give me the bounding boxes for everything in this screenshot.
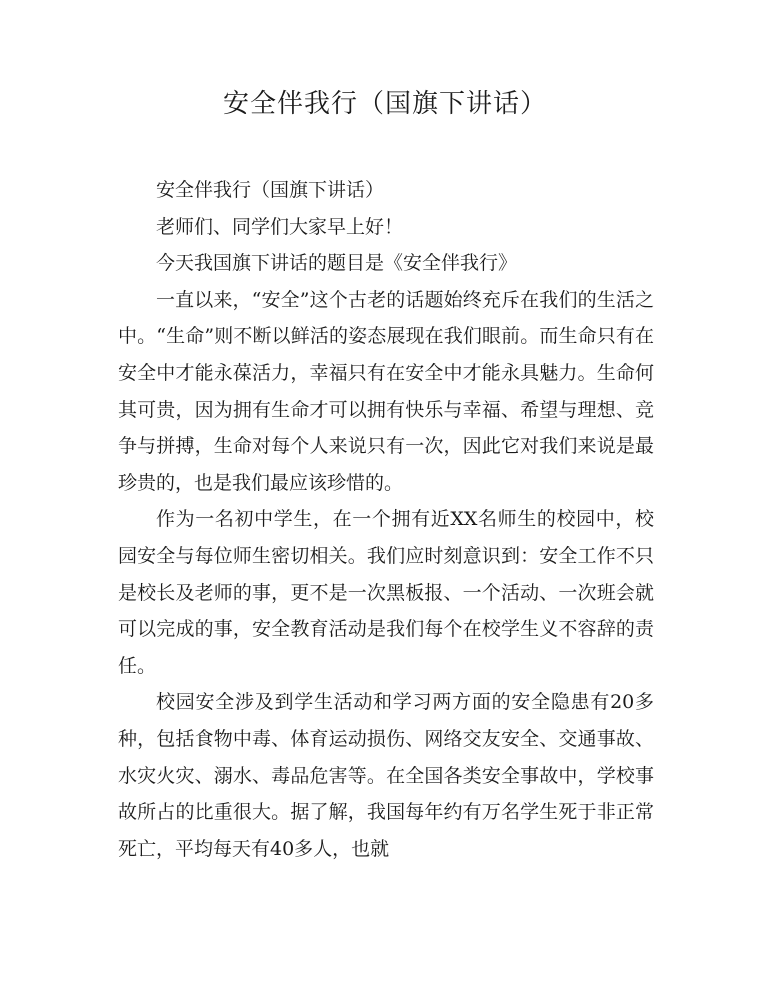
paragraph-campus-hazards: 校园安全涉及到学生活动和学习两方面的安全隐患有20多种，包括食物中毒、体育运动损伤、网络交友安全、交通事故、水灾火灾、溺水、毒品危害等。在全国各类安全事故中，学校事故所占的比重很大。据了解，我国每年约有万名学生死于非正常死亡，平均每天有40多人，也就: [118, 691, 654, 860]
paragraph-student-responsibility: 作为一名初中学生，在一个拥有近XX名师生的校园中，校园安全与每位师生密切相关。我们应时刻意识到：安全工作不只是校长及老师的事，更不是一次黑板报、一个活动、一次班会就可以完成的事，安全教育活动是我们每个在校学生义不容辞的责任。: [118, 508, 654, 677]
paragraph-topic: 今天我国旗下讲话的题目是《安全伴我行》: [156, 252, 518, 275]
document-body: [118, 172, 654, 867]
paragraph-subtitle: 安全伴我行（国旗下讲话）: [156, 179, 385, 201]
paragraph-safety-life: 一直以来，“安全”这个古老的话题始终充斥在我们的生活之中。“生命”则不断以鲜活的姿态展现在我们眼前。而生命只有在安全中才能永葆活力，幸福只有在安全中才能永具魅力。生命何其可贵，因为拥有生命才可以拥有快乐与幸福、希望与理想、竞争与拼搏，生命对每个人来说只有一次，因此它对我们来说是最珍贵的，也是我们最应该珍惜的。: [118, 288, 654, 494]
paragraph-greeting: 老师们、同学们大家早上好！: [156, 215, 404, 238]
document-title: 安全伴我行（国旗下讲话）: [222, 89, 547, 119]
